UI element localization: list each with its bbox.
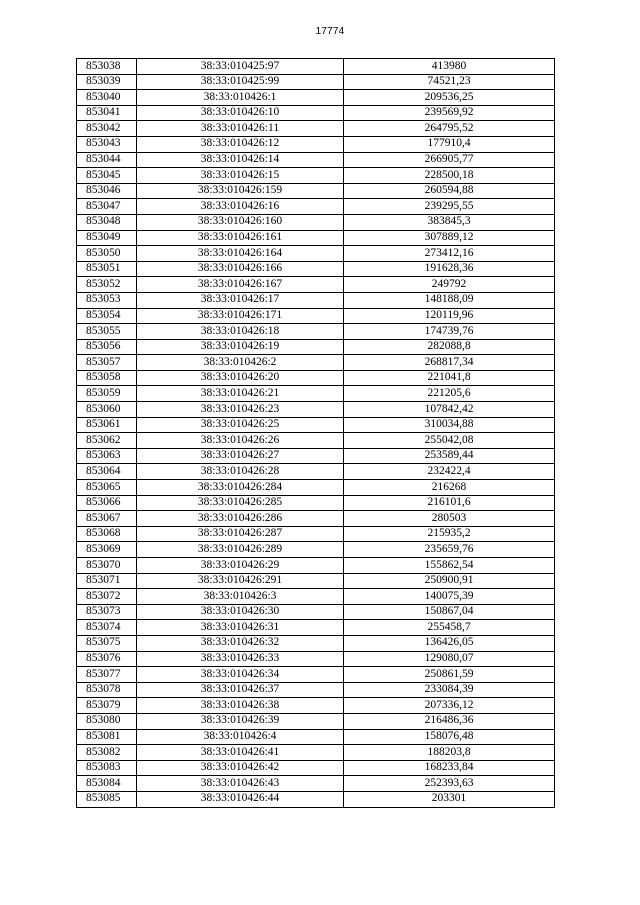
cadastral-value-cell: 249792 bbox=[344, 277, 555, 293]
cadastral-value-cell: 273412,16 bbox=[344, 246, 555, 262]
cadastral-number-cell: 38:33:010426:1 bbox=[137, 90, 344, 106]
row-number-cell: 853067 bbox=[77, 511, 137, 527]
table-row bbox=[77, 152, 555, 168]
cadastral-number-cell: 38:33:010426:34 bbox=[137, 667, 344, 683]
row-number-cell: 853053 bbox=[77, 292, 137, 308]
cadastral-value-cell: 74521,23 bbox=[344, 74, 555, 90]
table-row bbox=[77, 448, 555, 464]
table-row bbox=[77, 729, 555, 745]
table-row bbox=[77, 386, 555, 402]
cadastral-value-cell: 191628,36 bbox=[344, 261, 555, 277]
row-number-cell: 853066 bbox=[77, 495, 137, 511]
row-number-cell: 853047 bbox=[77, 199, 137, 215]
cadastral-value-cell: 216101,6 bbox=[344, 495, 555, 511]
table-row bbox=[77, 168, 555, 184]
cadastral-number-cell: 38:33:010426:289 bbox=[137, 542, 344, 558]
table-row bbox=[77, 558, 555, 574]
row-number-cell: 853059 bbox=[77, 386, 137, 402]
table-row bbox=[77, 589, 555, 605]
cadastral-value-cell: 150867,04 bbox=[344, 604, 555, 620]
cadastral-value-cell: 228500,18 bbox=[344, 168, 555, 184]
cadastral-value-cell: 260594,88 bbox=[344, 183, 555, 199]
table-row bbox=[77, 776, 555, 792]
page-number: 17774 bbox=[315, 26, 345, 37]
row-number-cell: 853080 bbox=[77, 713, 137, 729]
row-number-cell: 853061 bbox=[77, 417, 137, 433]
cadastral-number-cell: 38:33:010426:286 bbox=[137, 511, 344, 527]
table-row bbox=[77, 573, 555, 589]
row-number-cell: 853042 bbox=[77, 121, 137, 137]
row-number-cell: 853084 bbox=[77, 776, 137, 792]
cadastral-number-cell: 38:33:010426:285 bbox=[137, 495, 344, 511]
cadastral-value-cell: 107842,42 bbox=[344, 402, 555, 418]
row-number-cell: 853052 bbox=[77, 277, 137, 293]
cadastral-number-cell: 38:33:010426:38 bbox=[137, 698, 344, 714]
cadastral-number-cell: 38:33:010426:44 bbox=[137, 791, 344, 807]
cadastral-number-cell: 38:33:010426:17 bbox=[137, 292, 344, 308]
cadastral-value-cell: 120119,96 bbox=[344, 308, 555, 324]
cadastral-value-table bbox=[76, 58, 555, 808]
row-number-cell: 853063 bbox=[77, 448, 137, 464]
cadastral-number-cell: 38:33:010426:30 bbox=[137, 604, 344, 620]
cadastral-value-cell: 136426,05 bbox=[344, 635, 555, 651]
row-number-cell: 853060 bbox=[77, 402, 137, 418]
cadastral-value-cell: 307889,12 bbox=[344, 230, 555, 246]
row-number-cell: 853051 bbox=[77, 261, 137, 277]
cadastral-number-cell: 38:33:010426:160 bbox=[137, 214, 344, 230]
cadastral-number-cell: 38:33:010426:161 bbox=[137, 230, 344, 246]
cadastral-number-cell: 38:33:010426:4 bbox=[137, 729, 344, 745]
row-number-cell: 853070 bbox=[77, 558, 137, 574]
row-number-cell: 853078 bbox=[77, 682, 137, 698]
row-number-cell: 853057 bbox=[77, 355, 137, 371]
table-row bbox=[77, 667, 555, 683]
table-row bbox=[77, 324, 555, 340]
row-number-cell: 853038 bbox=[77, 59, 137, 75]
cadastral-value-cell: 168233,84 bbox=[344, 760, 555, 776]
cadastral-number-cell: 38:33:010426:28 bbox=[137, 464, 344, 480]
table-row bbox=[77, 791, 555, 807]
table-row bbox=[77, 713, 555, 729]
row-number-cell: 853072 bbox=[77, 589, 137, 605]
table-row bbox=[77, 417, 555, 433]
table-row bbox=[77, 74, 555, 90]
row-number-cell: 853075 bbox=[77, 635, 137, 651]
row-number-cell: 853064 bbox=[77, 464, 137, 480]
cadastral-value-cell: 221041,8 bbox=[344, 370, 555, 386]
cadastral-number-cell: 38:33:010426:164 bbox=[137, 246, 344, 262]
row-number-cell: 853049 bbox=[77, 230, 137, 246]
cadastral-value-cell: 207336,12 bbox=[344, 698, 555, 714]
row-number-cell: 853062 bbox=[77, 433, 137, 449]
row-number-cell: 853041 bbox=[77, 105, 137, 121]
cadastral-number-cell: 38:33:010426:18 bbox=[137, 324, 344, 340]
table-row bbox=[77, 308, 555, 324]
table-row bbox=[77, 433, 555, 449]
row-number-cell: 853068 bbox=[77, 526, 137, 542]
table-row bbox=[77, 480, 555, 496]
cadastral-number-cell: 38:33:010426:41 bbox=[137, 745, 344, 761]
cadastral-value-cell: 216268 bbox=[344, 480, 555, 496]
table-row bbox=[77, 199, 555, 215]
table-row bbox=[77, 651, 555, 667]
row-number-cell: 853077 bbox=[77, 667, 137, 683]
cadastral-value-cell: 215935,2 bbox=[344, 526, 555, 542]
table-row bbox=[77, 136, 555, 152]
row-number-cell: 853045 bbox=[77, 168, 137, 184]
cadastral-number-cell: 38:33:010426:3 bbox=[137, 589, 344, 605]
cadastral-number-cell: 38:33:010426:23 bbox=[137, 402, 344, 418]
table-row bbox=[77, 292, 555, 308]
row-number-cell: 853054 bbox=[77, 308, 137, 324]
table-row bbox=[77, 760, 555, 776]
cadastral-value-cell: 177910,4 bbox=[344, 136, 555, 152]
row-number-cell: 853048 bbox=[77, 214, 137, 230]
row-number-cell: 853082 bbox=[77, 745, 137, 761]
table-body bbox=[77, 59, 555, 808]
cadastral-number-cell: 38:33:010425:97 bbox=[137, 59, 344, 75]
row-number-cell: 853065 bbox=[77, 480, 137, 496]
row-number-cell: 853040 bbox=[77, 90, 137, 106]
cadastral-number-cell: 38:33:010426:291 bbox=[137, 573, 344, 589]
cadastral-number-cell: 38:33:010426:14 bbox=[137, 152, 344, 168]
cadastral-value-cell: 203301 bbox=[344, 791, 555, 807]
cadastral-value-cell: 280503 bbox=[344, 511, 555, 527]
cadastral-number-cell: 38:33:010426:27 bbox=[137, 448, 344, 464]
cadastral-value-cell: 140075,39 bbox=[344, 589, 555, 605]
cadastral-value-cell: 250900,91 bbox=[344, 573, 555, 589]
table-row bbox=[77, 495, 555, 511]
cadastral-number-cell: 38:33:010426:166 bbox=[137, 261, 344, 277]
cadastral-number-cell: 38:33:010426:16 bbox=[137, 199, 344, 215]
cadastral-value-cell: 310034,88 bbox=[344, 417, 555, 433]
table-row bbox=[77, 214, 555, 230]
cadastral-number-cell: 38:33:010426:159 bbox=[137, 183, 344, 199]
table-row bbox=[77, 402, 555, 418]
table-row bbox=[77, 230, 555, 246]
row-number-cell: 853056 bbox=[77, 339, 137, 355]
cadastral-number-cell: 38:33:010426:21 bbox=[137, 386, 344, 402]
cadastral-value-cell: 129080,07 bbox=[344, 651, 555, 667]
cadastral-value-cell: 148188,09 bbox=[344, 292, 555, 308]
cadastral-value-cell: 264795,52 bbox=[344, 121, 555, 137]
cadastral-number-cell: 38:33:010426:37 bbox=[137, 682, 344, 698]
cadastral-value-cell: 155862,54 bbox=[344, 558, 555, 574]
table-row bbox=[77, 698, 555, 714]
cadastral-value-cell: 255458,7 bbox=[344, 620, 555, 636]
cadastral-value-cell: 216486,36 bbox=[344, 713, 555, 729]
cadastral-number-cell: 38:33:010426:43 bbox=[137, 776, 344, 792]
cadastral-number-cell: 38:33:010426:12 bbox=[137, 136, 344, 152]
table-row bbox=[77, 682, 555, 698]
cadastral-value-cell: 282088,8 bbox=[344, 339, 555, 355]
table-row bbox=[77, 526, 555, 542]
cadastral-value-cell: 221205,6 bbox=[344, 386, 555, 402]
cadastral-value-cell: 239569,92 bbox=[344, 105, 555, 121]
cadastral-number-cell: 38:33:010426:11 bbox=[137, 121, 344, 137]
row-number-cell: 853043 bbox=[77, 136, 137, 152]
cadastral-number-cell: 38:33:010426:25 bbox=[137, 417, 344, 433]
cadastral-number-cell: 38:33:010426:167 bbox=[137, 277, 344, 293]
table-row bbox=[77, 464, 555, 480]
cadastral-number-cell: 38:33:010426:171 bbox=[137, 308, 344, 324]
cadastral-number-cell: 38:33:010426:19 bbox=[137, 339, 344, 355]
cadastral-number-cell: 38:33:010426:39 bbox=[137, 713, 344, 729]
cadastral-value-cell: 232422,4 bbox=[344, 464, 555, 480]
cadastral-number-cell: 38:33:010426:42 bbox=[137, 760, 344, 776]
cadastral-number-cell: 38:33:010426:26 bbox=[137, 433, 344, 449]
cadastral-number-cell: 38:33:010426:20 bbox=[137, 370, 344, 386]
row-number-cell: 853039 bbox=[77, 74, 137, 90]
row-number-cell: 853083 bbox=[77, 760, 137, 776]
cadastral-value-cell: 239295,55 bbox=[344, 199, 555, 215]
row-number-cell: 853085 bbox=[77, 791, 137, 807]
cadastral-value-cell: 188203,8 bbox=[344, 745, 555, 761]
cadastral-number-cell: 38:33:010426:32 bbox=[137, 635, 344, 651]
table-row bbox=[77, 620, 555, 636]
cadastral-number-cell: 38:33:010426:2 bbox=[137, 355, 344, 371]
row-number-cell: 853074 bbox=[77, 620, 137, 636]
row-number-cell: 853081 bbox=[77, 729, 137, 745]
table-row bbox=[77, 339, 555, 355]
row-number-cell: 853076 bbox=[77, 651, 137, 667]
cadastral-number-cell: 38:33:010426:10 bbox=[137, 105, 344, 121]
row-number-cell: 853046 bbox=[77, 183, 137, 199]
table-row bbox=[77, 261, 555, 277]
row-number-cell: 853079 bbox=[77, 698, 137, 714]
table-row bbox=[77, 59, 555, 75]
row-number-cell: 853071 bbox=[77, 573, 137, 589]
table-row bbox=[77, 246, 555, 262]
cadastral-value-cell: 252393,63 bbox=[344, 776, 555, 792]
table-row bbox=[77, 604, 555, 620]
row-number-cell: 853058 bbox=[77, 370, 137, 386]
cadastral-value-cell: 413980 bbox=[344, 59, 555, 75]
cadastral-value-cell: 383845,3 bbox=[344, 214, 555, 230]
table-row bbox=[77, 511, 555, 527]
cadastral-value-cell: 233084,39 bbox=[344, 682, 555, 698]
row-number-cell: 853044 bbox=[77, 152, 137, 168]
row-number-cell: 853073 bbox=[77, 604, 137, 620]
cadastral-number-cell: 38:33:010426:287 bbox=[137, 526, 344, 542]
cadastral-value-cell: 266905,77 bbox=[344, 152, 555, 168]
cadastral-value-cell: 268817,34 bbox=[344, 355, 555, 371]
cadastral-number-cell: 38:33:010426:31 bbox=[137, 620, 344, 636]
table-row bbox=[77, 355, 555, 371]
table-row bbox=[77, 121, 555, 137]
table-row bbox=[77, 745, 555, 761]
cadastral-number-cell: 38:33:010426:29 bbox=[137, 558, 344, 574]
table-row bbox=[77, 90, 555, 106]
table-row bbox=[77, 542, 555, 558]
cadastral-value-cell: 174739,76 bbox=[344, 324, 555, 340]
cadastral-value-cell: 158076,48 bbox=[344, 729, 555, 745]
cadastral-value-cell: 235659,76 bbox=[344, 542, 555, 558]
table-row bbox=[77, 370, 555, 386]
cadastral-value-cell: 250861,59 bbox=[344, 667, 555, 683]
cadastral-value-cell: 253589,44 bbox=[344, 448, 555, 464]
cadastral-number-cell: 38:33:010426:284 bbox=[137, 480, 344, 496]
table-row bbox=[77, 635, 555, 651]
cadastral-number-cell: 38:33:010425:99 bbox=[137, 74, 344, 90]
table-row bbox=[77, 277, 555, 293]
cadastral-number-cell: 38:33:010426:15 bbox=[137, 168, 344, 184]
cadastral-number-cell: 38:33:010426:33 bbox=[137, 651, 344, 667]
cadastral-value-cell: 209536,25 bbox=[344, 90, 555, 106]
table-row bbox=[77, 105, 555, 121]
row-number-cell: 853050 bbox=[77, 246, 137, 262]
table-row bbox=[77, 183, 555, 199]
row-number-cell: 853055 bbox=[77, 324, 137, 340]
row-number-cell: 853069 bbox=[77, 542, 137, 558]
cadastral-value-cell: 255042,08 bbox=[344, 433, 555, 449]
